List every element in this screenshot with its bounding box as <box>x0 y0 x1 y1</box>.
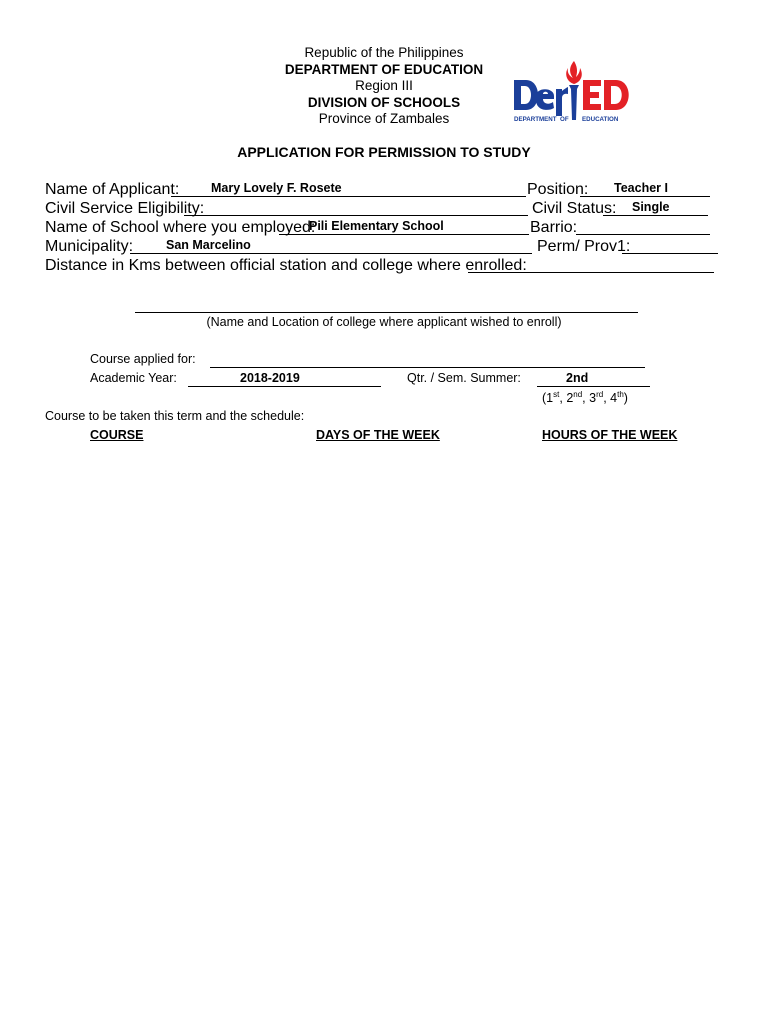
sem-hint-2-suffix: nd <box>573 390 583 399</box>
school-value: Pili Elementary School <box>309 219 444 233</box>
logo-tagline-mid: OF <box>560 116 569 123</box>
distance-label: Distance in Kms between official station and college where enrolled: <box>45 257 527 274</box>
municipality-label: Municipality: <box>45 238 134 255</box>
course-applied-field[interactable] <box>210 352 645 368</box>
torch-flame-icon <box>566 61 582 84</box>
college-caption: (Name and Location of college where applicant wished to enroll) <box>206 315 562 329</box>
deped-logo-svg <box>512 58 644 126</box>
civil-status-label: Civil Status: <box>532 200 617 217</box>
perm-prov-label: Perm/ Prov1: <box>537 238 631 255</box>
sem-hint: (1st, 2nd, 3rd, 4th) <box>542 390 628 406</box>
deped-logo <box>512 58 644 126</box>
col-course-header: COURSE <box>90 428 144 442</box>
header-province: Province of Zambales <box>318 111 450 126</box>
sem-hint-2: 2 <box>566 391 574 406</box>
header-republic: Republic of the Philippines <box>304 45 464 60</box>
header-region: Region III <box>355 78 413 93</box>
college-field[interactable] <box>135 297 638 313</box>
document-header <box>0 45 768 128</box>
header-division: DIVISION OF SCHOOLS <box>307 94 461 110</box>
municipality-value: San Marcelino <box>166 238 251 252</box>
sem-hint-3-suffix: rd <box>596 390 604 399</box>
course-applied-label: Course applied for: <box>90 352 196 366</box>
logo-tagline-left: DEPARTMENT <box>514 116 557 123</box>
header-department: DEPARTMENT OF EDUCATION <box>284 61 484 77</box>
applicant-value: Mary Lovely F. Rosete <box>211 181 342 195</box>
barrio-field[interactable] <box>576 219 710 235</box>
distance-field[interactable] <box>468 257 714 273</box>
logo-tagline-right: EDUCATION <box>582 116 619 123</box>
sem-label: Qtr. / Sem. Summer: <box>407 371 521 385</box>
academic-year-label: Academic Year: <box>90 371 177 385</box>
eligibility-field[interactable] <box>184 200 528 216</box>
sem-value: 2nd <box>566 371 589 385</box>
sem-hint-1: 1 <box>546 391 554 406</box>
position-label: Position: <box>527 181 589 198</box>
torch-handle-icon <box>569 85 579 120</box>
barrio-label: Barrio: <box>530 219 578 236</box>
position-value: Teacher I <box>614 181 668 195</box>
school-label: Name of School where you employed: <box>45 219 316 236</box>
perm-prov-field[interactable] <box>622 238 718 254</box>
col-days-header: DAYS OF THE WEEK <box>316 428 440 442</box>
form-title: APPLICATION FOR PERMISSION TO STUDY <box>237 144 531 160</box>
sem-field[interactable] <box>537 371 650 387</box>
schedule-label: Course to be taken this term and the schedule: <box>45 409 305 423</box>
sem-hint-3: 3 <box>589 391 597 406</box>
sem-hint-4: 4 <box>610 391 618 406</box>
academic-year-value: 2018-2019 <box>240 371 300 385</box>
applicant-label: Name of Applicant: <box>45 181 180 198</box>
sem-hint-1-suffix: st <box>553 390 560 399</box>
civil-status-value: Single <box>632 200 670 214</box>
sem-hint-4-suffix: th <box>617 390 624 399</box>
eligibility-label: Civil Service Eligibility: <box>45 200 205 217</box>
col-hours-header: HOURS OF THE WEEK <box>542 428 678 442</box>
